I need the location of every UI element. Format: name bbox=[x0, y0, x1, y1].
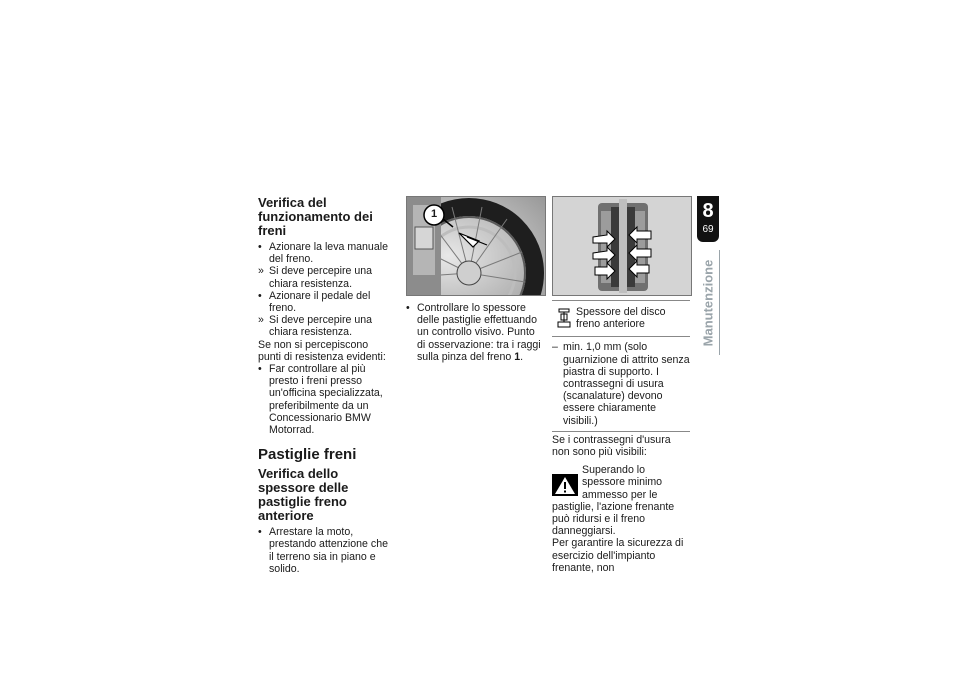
column-right bbox=[552, 196, 690, 574]
warning-icon bbox=[552, 474, 578, 496]
heading-brake-check: Verifica del funzionamento dei freni bbox=[258, 195, 373, 238]
caliper-illustration bbox=[553, 197, 691, 295]
warning-text: Superando lo spessore minimo ammesso per le pastiglie, l'azione frenante può ridursi e il freno danneggiarsi. bbox=[552, 464, 675, 538]
list-item bbox=[258, 241, 394, 265]
paragraph-wear-marks: Se i contrassegni d'usura non sono più visibili: bbox=[552, 433, 671, 459]
spec-title: Spessore del disco freno anteriore bbox=[576, 306, 666, 331]
reference-number: 1 bbox=[514, 350, 521, 363]
heading-brake-pads: Pastiglie freni bbox=[258, 446, 357, 464]
list-brake-check bbox=[258, 241, 394, 339]
warning-block bbox=[552, 464, 690, 537]
column-middle bbox=[406, 196, 544, 363]
caliper-photo bbox=[552, 196, 692, 296]
spec-value-row bbox=[552, 337, 690, 431]
list-item-text: Azionare il pedale del freno. bbox=[269, 289, 371, 315]
chapter-number: 8 bbox=[702, 200, 714, 222]
heading-pad-thickness: Verifica dello spessore delle pastiglie freno anteriore bbox=[258, 466, 349, 524]
list-marker: » bbox=[258, 314, 264, 327]
list-item-text: Far controllare al più presto i freni presso un'officina specializzata, preferibilmente da un Concessionario BMW Motorrad. bbox=[269, 363, 383, 437]
paragraph-safety: Per garantire la sicurezza di esercizio dell'impianto frenante, non bbox=[552, 537, 684, 574]
spec-value-item: – min. 1,0 mm (solo guarnizione di attrito senza piastra di supporto. I contrassegni di usura (scanalature) devono essere chiaramente visibili.) bbox=[552, 341, 690, 427]
list-marker: • bbox=[258, 363, 262, 376]
spec-header bbox=[552, 301, 690, 337]
list-workshop bbox=[258, 363, 394, 436]
list-item bbox=[258, 290, 394, 314]
page-number: 69 bbox=[702, 224, 714, 235]
list-item-text: Arrestare la moto, prestando attenzione che il terreno sia in piano e solido. bbox=[269, 526, 388, 575]
list-item bbox=[258, 526, 394, 575]
sidebar-label-text: Manutenzione bbox=[700, 259, 716, 347]
list-item-text: Si deve percepire una chiara resistenza. bbox=[269, 314, 373, 339]
paragraph-no-resistance: Se non si percepiscono punti di resistenza evidenti: bbox=[258, 338, 386, 363]
list-item bbox=[258, 363, 394, 436]
sidebar-chapter-label bbox=[698, 248, 718, 358]
list-item-check-pads: • Controllare lo spessore delle pastiglie effettuando un controllo visivo. Punto di osservazione: tra i raggi sulla pinza del freno 1. bbox=[406, 302, 541, 363]
list-item bbox=[258, 265, 394, 289]
wheel-photo bbox=[406, 196, 546, 296]
callout-number: 1 bbox=[430, 208, 438, 220]
list-park bbox=[258, 526, 394, 575]
list-marker: » bbox=[258, 265, 264, 278]
spec-box bbox=[552, 300, 690, 432]
list-marker: • bbox=[258, 526, 262, 539]
list-item-text: Azionare la leva manuale del freno. bbox=[269, 241, 388, 266]
list-item-text: Si deve percepire una chiara resistenza. bbox=[269, 265, 373, 290]
list-item bbox=[258, 314, 394, 338]
list-marker: • bbox=[258, 241, 262, 253]
column-left bbox=[258, 196, 394, 575]
sidebar-rule bbox=[719, 250, 720, 355]
tool-spec-icon bbox=[552, 306, 576, 330]
list-marker: • bbox=[258, 289, 262, 302]
